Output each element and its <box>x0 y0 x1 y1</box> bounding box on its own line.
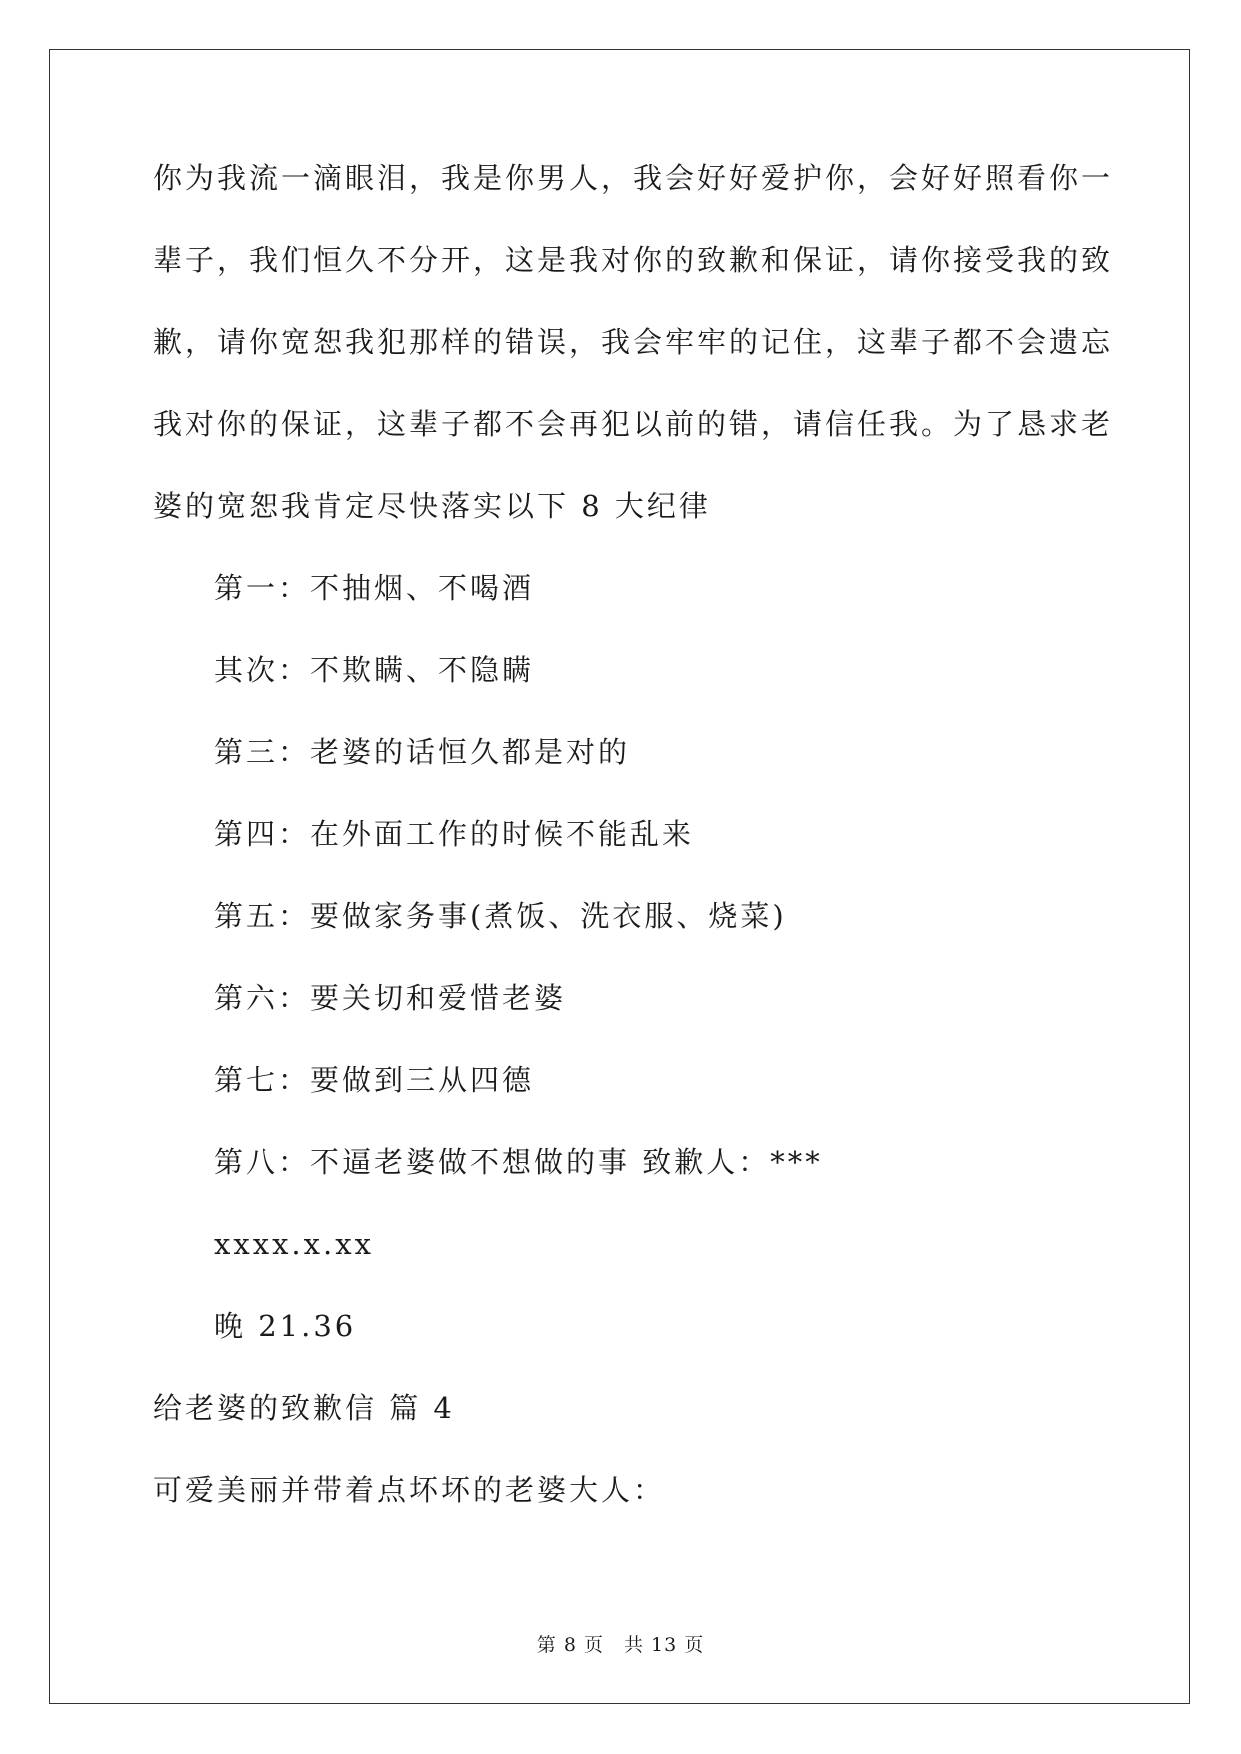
rule-item-7: 第七：要做到三从四德 <box>214 1063 535 1097</box>
paragraph-line: 婆的宽恕我肯定尽快落实以下 8 大纪律 <box>153 489 711 523</box>
rule-item-8: 第八：不逼老婆做不想做的事 致歉人：*** <box>214 1145 823 1179</box>
signature-time: 晚 21.36 <box>214 1309 357 1343</box>
signature-date: xxxx.x.xx <box>214 1227 374 1261</box>
rule-item-3: 第三：老婆的话恒久都是对的 <box>214 735 631 769</box>
paragraph-line: 歉，请你宽恕我犯那样的错误，我会牢牢的记住，这辈子都不会遗忘 <box>153 325 1114 359</box>
rule-item-4: 第四：在外面工作的时候不能乱来 <box>214 817 695 851</box>
paragraph-line: 你为我流一滴眼泪，我是你男人，我会好好爱护你，会好好照看你一 <box>153 161 1114 195</box>
section-title: 给老婆的致歉信 篇 4 <box>153 1391 455 1425</box>
rule-item-5: 第五：要做家务事(煮饭、洗衣服、烧菜) <box>214 899 787 933</box>
paragraph-line: 我对你的保证，这辈子都不会再犯以前的错，请信任我。为了恳求老 <box>153 407 1114 441</box>
paragraph-line: 辈子，我们恒久不分开，这是我对你的致歉和保证，请你接受我的致 <box>153 243 1114 277</box>
rule-item-6: 第六：要关切和爱惜老婆 <box>214 981 567 1015</box>
page-number-footer: 第 8 页 共 13 页 <box>536 1634 705 1656</box>
rule-item-1: 第一：不抽烟、不喝酒 <box>214 571 535 605</box>
rule-item-2: 其次：不欺瞒、不隐瞒 <box>214 653 535 687</box>
document-body <box>153 150 1114 1544</box>
letter-greeting: 可爱美丽并带着点坏坏的老婆大人： <box>153 1473 666 1507</box>
